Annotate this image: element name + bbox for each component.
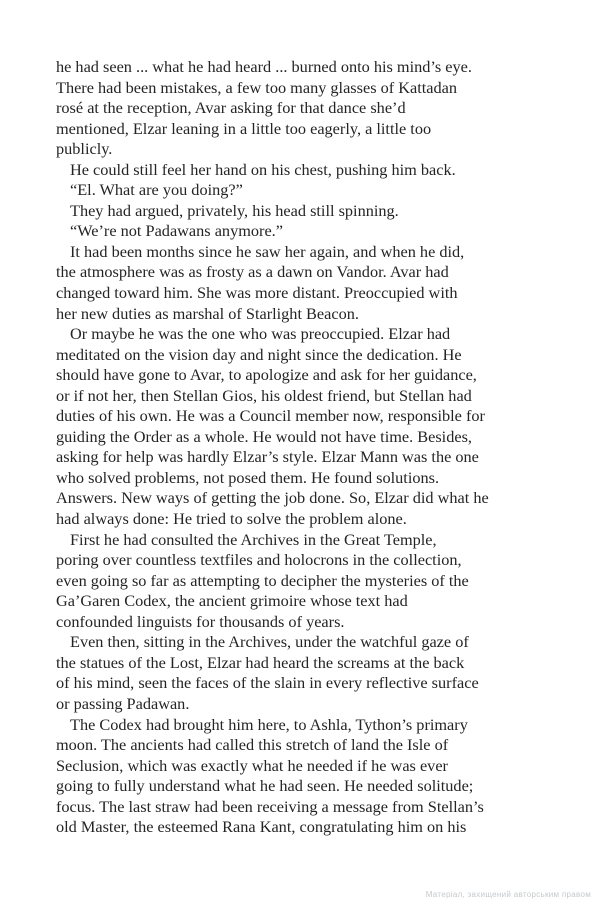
text-line: the statues of the Lost, Elzar had heard the screams at the back	[56, 652, 465, 672]
text-line: who solved problems, not posed them. He found solutions.	[56, 467, 440, 487]
text-line: going to fully understand what he had seen. He needed solitude;	[56, 776, 474, 796]
copyright-watermark: Матеріал, захищений авторським правом	[425, 890, 591, 899]
text-line: changed toward him. She was more distant. Preoccupied with	[56, 283, 458, 303]
text-line: even going so far as attempting to decipher the mysteries of the	[56, 570, 469, 590]
text-line: Or maybe he was the one who was preoccupied. Elzar had	[70, 324, 451, 344]
text-line: He could still feel her hand on his chest, pushing him back.	[70, 159, 456, 179]
text-line: focus. The last straw had been receiving a message from Stellan’s	[56, 796, 484, 816]
text-line: Even then, sitting in the Archives, under the watchful gaze of	[70, 632, 469, 652]
text-line: It had been months since he saw her again, and when he did,	[70, 241, 465, 261]
text-line: mentioned, Elzar leaning in a little too eagerly, a little too	[56, 118, 432, 138]
text-line: They had argued, privately, his head still spinning.	[70, 200, 399, 220]
text-line: confounded linguists for thousands of years.	[56, 611, 345, 631]
text-line: Answers. New ways of getting the job done. So, Elzar did what he	[56, 488, 489, 508]
text-line: duties of his own. He was a Council member now, responsible for	[56, 406, 485, 426]
text-line: her new duties as marshal of Starlight Beacon.	[56, 303, 359, 323]
text-line: There had been mistakes, a few too many glasses of Kattadan	[56, 77, 458, 97]
text-line: or passing Padawan.	[56, 693, 190, 713]
text-line: poring over countless textfiles and holocrons in the collection,	[56, 550, 462, 570]
text-line: First he had consulted the Archives in the Great Temple,	[70, 529, 437, 549]
text-line: “We’re not Padawans anymore.”	[70, 221, 283, 241]
text-line: The Codex had brought him here, to Ashla, Tython’s primary	[70, 714, 468, 734]
text-line: moon. The ancients had called this stretch of land the Isle of	[56, 735, 449, 755]
text-line: he had seen ... what he had heard ... burned onto his mind’s eye.	[56, 57, 472, 76]
text-line: publicly.	[56, 139, 113, 159]
text-line: guiding the Order as a whole. He would not have time. Besides,	[56, 426, 472, 446]
text-line: Ga’Garen Codex, the ancient grimoire whose text had	[56, 591, 408, 611]
text-line: of his mind, seen the faces of the slain in every reflective surface	[56, 673, 479, 693]
text-line: had always done: He tried to solve the problem alone.	[56, 509, 407, 529]
text-line: asking for help was hardly Elzar’s style. Elzar Mann was the one	[56, 447, 479, 467]
text-line: old Master, the esteemed Rana Kant, congratulating him on his	[56, 817, 467, 837]
text-line: Seclusion, which was exactly what he needed if he was ever	[56, 755, 448, 775]
text-line: or if not her, then Stellan Gios, his oldest friend, but Stellan had	[56, 385, 472, 405]
book-text-block	[56, 57, 556, 838]
text-line: the atmosphere was as frosty as a dawn on Vandor. Avar had	[56, 262, 449, 282]
text-line: “El. What are you doing?”	[70, 180, 243, 200]
text-line: rosé at the reception, Avar asking for that dance she’d	[56, 98, 406, 118]
text-line: should have gone to Avar, to apologize and ask for her guidance,	[56, 365, 477, 385]
text-line: meditated on the vision day and night since the dedication. He	[56, 344, 462, 364]
